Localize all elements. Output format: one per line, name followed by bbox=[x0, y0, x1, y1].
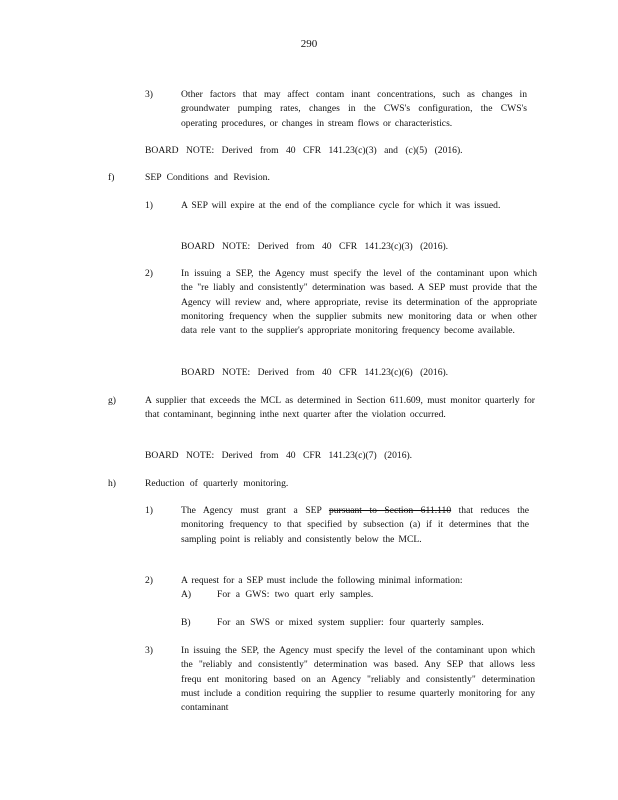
h-item-1-text-after: that reduces the monitoring frequency to that specified by subsection (a) if it determines that the sampling point is reliably and consistently below the MCL. bbox=[181, 505, 529, 545]
h-item-1-label: 1) bbox=[145, 505, 153, 516]
h-item-3-text: In issuing the SEP, the Agency must specify the level of the contaminant upon which the "reliably and consistently" determination was based. Any SEP that allows less frequ ent monitoring based on an Agency "reliably and consistently" determination must include a condition requiring the supplier to resume quarterly monitoring for any contaminant bbox=[181, 645, 535, 714]
section-g-note: BOARD NOTE: Derived from 40 CFR 141.23(c)(7) (2016). bbox=[145, 450, 413, 461]
h-item-3-label: 3) bbox=[145, 645, 153, 656]
f-item-2-text: In issuing a SEP, the Agency must specify the level of the contaminant upon which the "re liably and consistently" determination was based. A SEP must provide that the Agency will review and, where appropriate, revise its determination of the appropriate monitoring frequency when the supplier submits new monitoring data or when other data rele vant to the supplier's appropriate monitoring frequency become available. bbox=[181, 268, 537, 337]
section-h-title: Reduction of quarterly monitoring. bbox=[145, 478, 289, 489]
f-item-1-text: A SEP will expire at the end of the compliance cycle for which it was issued. bbox=[181, 200, 501, 211]
f-item-1-label: 1) bbox=[145, 200, 153, 211]
section-g-label: g) bbox=[108, 395, 116, 406]
item-3-text: Other factors that may affect contam inant concentrations, such as changes in groundwater pumping rates, changes in the CWS's configuration, the CWS's operating procedures, or changes in stream flows or characteristics. bbox=[181, 89, 527, 129]
section-f-label: f) bbox=[108, 172, 115, 183]
h-item-2-sub-a-text: For a GWS: two quart erly samples. bbox=[217, 589, 374, 600]
h-item-2-label: 2) bbox=[145, 575, 153, 586]
h-item-2-sub-b-text: For an SWS or mixed system supplier: four quarterly samples. bbox=[217, 617, 484, 628]
h-item-2-sub-a-label: A) bbox=[181, 589, 192, 600]
section-f-title: SEP Conditions and Revision. bbox=[145, 172, 270, 183]
h-item-1-text bbox=[181, 504, 529, 547]
h-item-2-sub-b-label: B) bbox=[181, 617, 191, 628]
board-note-e: BOARD NOTE: Derived from 40 CFR 141.23(c)(3) and (c)(5) (2016). bbox=[145, 145, 463, 156]
item-3-label: 3) bbox=[145, 89, 153, 100]
f-item-2-label: 2) bbox=[145, 268, 153, 279]
f-item-2-note: BOARD NOTE: Derived from 40 CFR 141.23(c)(6) (2016). bbox=[181, 367, 449, 378]
section-h-label: h) bbox=[108, 478, 116, 489]
h-item-2-text: A request for a SEP must include the following minimal information: bbox=[181, 575, 463, 586]
h-item-1-text-before: The Agency must grant a SEP bbox=[181, 505, 329, 516]
section-g-text: A supplier that exceeds the MCL as determined in Section 611.609, must monitor quarterly for that contaminant, beginning inthe next quarter after the violation occurred. bbox=[145, 395, 535, 421]
h-item-1-struck-text: pursuant to Section 611.110 bbox=[328, 505, 452, 516]
f-item-1-note: BOARD NOTE: Derived from 40 CFR 141.23(c)(3) (2016). bbox=[181, 241, 449, 252]
page-number: 290 bbox=[300, 38, 318, 50]
